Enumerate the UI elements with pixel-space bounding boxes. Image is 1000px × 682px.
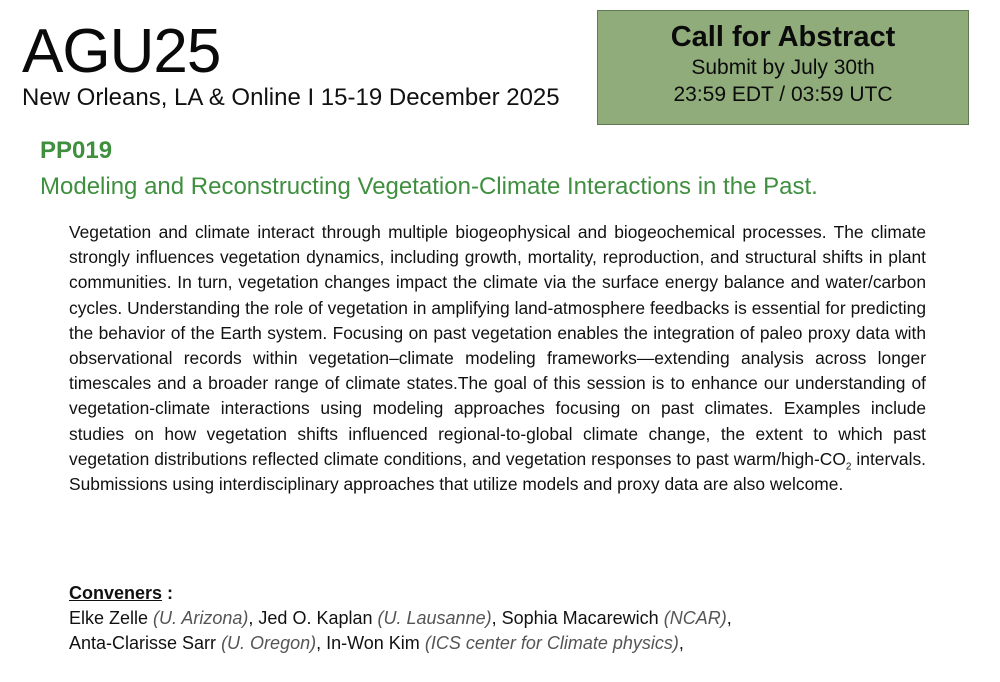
conference-subtitle: New Orleans, LA & Online I 15-19 December 2025 xyxy=(22,84,560,111)
convener-separator: , xyxy=(678,633,684,653)
conference-title: AGU25 xyxy=(22,17,221,86)
convener-affiliation: (U. Lausanne) xyxy=(377,608,492,628)
conveners-label: Conveners xyxy=(69,583,163,603)
call-for-abstract-box xyxy=(597,10,969,125)
conveners-list xyxy=(69,606,969,656)
convener-separator: , xyxy=(316,633,327,653)
description-text: Vegetation and climate interact through multiple biogeophysical and biogeochemical processes. The climate strongly influences vegetation dynamics, including growth, mortality, reproduction, and structural shifts in plant communities. In turn, vegetation changes impact the climate via the surface energy balance and water/carbon cycles. Understanding the role of vegetation in amplifying land-atmosphere feedbacks is essential for predicting the behavior of the Earth system. Focusing on past vegetation enables the integration of paleo proxy data with observational records within vegetation–climate modeling frameworks—extending analysis across longer timescales and a broader range of climate states.The goal of this session is to enhance our understanding of vegetation-climate interactions using modeling approaches focusing on past climates. Examples include studies on how vegetation shifts influenced regional-to-global climate change, the extent to which past vegetation distributions reflected climate conditions, and vegetation responses to past warm/high-CO xyxy=(69,222,926,469)
session-title: Modeling and Reconstructing Vegetation-Climate Interactions in the Past. xyxy=(40,173,818,200)
convener-name: In-Won Kim xyxy=(326,633,420,653)
session-description xyxy=(69,220,926,497)
convener-name: Anta-Clarisse Sarr xyxy=(69,633,217,653)
conveners-heading xyxy=(69,582,173,604)
convener-affiliation: (U. Arizona) xyxy=(153,608,249,628)
convener-name: Sophia Macarewich xyxy=(501,608,659,628)
call-for-abstract-title: Call for Abstract xyxy=(670,21,896,53)
convener-affiliation: (NCAR) xyxy=(663,608,727,628)
submission-deadline: Submit by July 30th xyxy=(691,56,875,79)
conveners-label-suffix: : xyxy=(162,583,174,603)
convener-separator: , xyxy=(248,608,259,628)
session-code: PP019 xyxy=(40,137,113,164)
convener-name: Elke Zelle xyxy=(69,608,149,628)
convener-affiliation: (U. Oregon) xyxy=(221,633,317,653)
submission-time: 23:59 EDT / 03:59 UTC xyxy=(673,83,893,106)
convener-name: Jed O. Kaplan xyxy=(258,608,373,628)
description-text-end: intervals. Submissions using interdisciplinary approaches that utilize models and proxy data are also welcome. xyxy=(69,448,926,495)
convener-separator: , xyxy=(726,608,732,628)
co2-subscript: 2 xyxy=(845,461,852,473)
convener-affiliation: (ICS center for Climate physics) xyxy=(424,633,679,653)
convener-separator: , xyxy=(491,608,502,628)
